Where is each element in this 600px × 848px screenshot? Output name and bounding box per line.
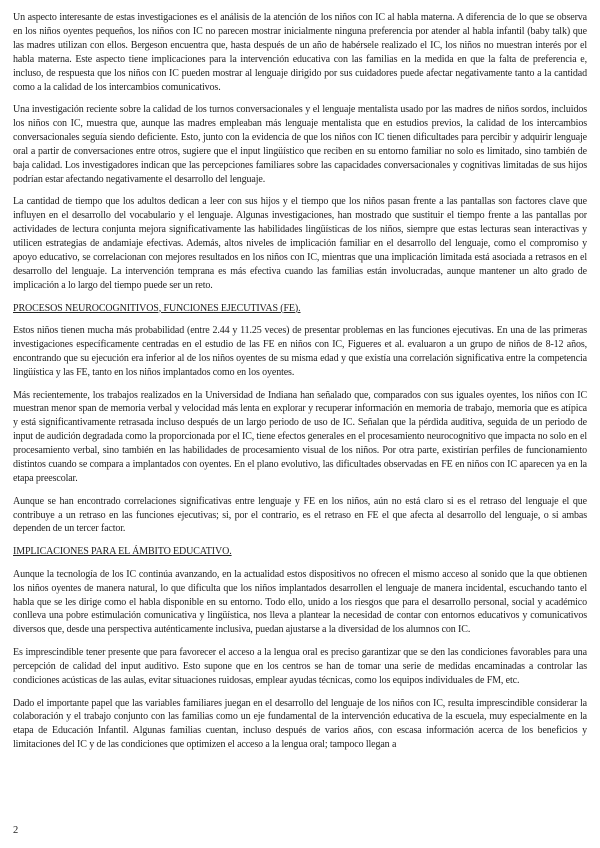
- paragraph-family-collaboration: Dado el importante papel que las variables familiares juegan en el desarrollo del lenguaje de los niños con IC, resulta imprescindible considerar la colaboración y el trabajo conjunto con las familias como un eje fundamental de la intervención educativa de la escuela, muy especialmente en la etapa de Educación Infantil. Algunas familias cuentan, incluso después de varios años, con escasa información acerca de los beneficios y limitaciones del IC y de las condiciones que optimizen el acceso a la lengua oral; tampoco llegan a: [13, 697, 587, 751]
- page-number: 2: [13, 825, 19, 836]
- paragraph-acoustic-conditions: Es imprescindible tener presente que para favorecer el acceso a la lengua oral es preciso garantizar que se den las condiciones favorables para una percepción de calidad del input auditivo. Esto supone que en los centros se han de tomar una serie de medidas encaminadas a controlar las condiciones acústicas de las aulas, evitar situaciones ruidosas, emplear ayudas técnicas, como los equipos individuales de FM, etc.: [13, 647, 587, 686]
- paragraph-language-fe-correlation: Aunque se han encontrado correlaciones significativas entre lenguaje y FE en los niños, aún no está claro si es el retraso del lenguaje el que contribuye a un retraso en las funciones ejecutivas; si, por el contrario, es el retraso en FE el que afecta al desarrollo del lenguaje, o si ambas dependen de un tercer factor.: [13, 495, 587, 535]
- paragraph-technology-access: Aunque la tecnología de los IC continúa avanzando, en la actualidad estos dispositivos no ofrecen el mismo acceso al sonido que la que obtienen los niños oyentes de manera natural, lo que dificulta que los niños implantados desarrollen el lenguaje de manera incidental, escuchando tanto el habla que se les dirige como el habla disponible en su entorno. Todo ello, unido a los riesgos que para el desarrollo personal, social y académico conlleva una pobre estimulación comunicativa y lingüística, nos lleva a plantear la necesidad de contar con entornos educativos y comunicativos diversos que, desde una perspectiva auténticamente inclusiva, puedan ajustarse a la diversidad de los alumnos con IC.: [13, 568, 587, 636]
- paragraph-maternal-speech: Un aspecto interesante de estas investigaciones es el análisis de la atención de los niños con IC al habla materna. A diferencia de lo que se observa en los niños oyentes pequeños, los niños con IC no parecen mostrar inicialmente ninguna preferencia por atender al habla infantil (baby talk) que las madres utilizan con ellos. Bergeson encuentra que, hasta después de un año de habérsele realizado el IC, los niños no muestran interés por el habla materna. Este aspecto tiene implicaciones para la intervención educativa con las familias en la medida en que la falta de preferencia e, incluso, de respuesta que los niños con IC pueden mostrar al lenguaje dirigido por sus cuidadores puede afectar negativamente tanto a la cantidad como a la calidad de los intercambios comunicativos.: [13, 12, 587, 93]
- section-heading-educational-implications: IMPLICACIONES PARA EL ÁMBITO EDUCATIVO.: [13, 546, 232, 558]
- paragraph-reading-screens: La cantidad de tiempo que los adultos dedican a leer con sus hijos y el tiempo que los niños pasan frente a las pantallas son factores clave que influyen en el desarrollo del vocabulario y el lenguaje. Algunas investigaciones, han mostrado que sustituir el tiempo frente a las pantallas por actividades de lectura conjunta mejora significativamente las habilidades lingüísticas de los niños, siempre que estas lecturas sean interactivas y utilicen estrategias de andamiaje efectivas. Además, altos niveles de implicación familiar en el desarrollo del lenguaje, como el compromiso y apoyo educativo, se correlacionan con mejores resultados en los niños con IC, mientras que una implicación limitada está asociada a retrasos en el desarrollo del lenguaje. La intervención temprana es más efectiva cuando las familias están involucradas, aunque mantener un alto grado de implicación a lo largo del tiempo puede ser un reto.: [13, 196, 587, 291]
- paragraph-conversational-quality: Una investigación reciente sobre la calidad de los turnos conversacionales y el lenguaje mentalista usado por las madres de niños sordos, incluidos los niños con IC, muestra que, aunque las madres empleaban más lenguaje mentalista que en estudios previos, la calidad de los intercambios conversacionales seguía siendo deficiente. Esto, junto con la evidencia de que los niños con IC tienen dificultades para percibir y adquirir lenguaje oral a partir de conversaciones entre otros, sugiere que el input lingüístico que reciben en su entorno familiar no solo es limitado, sino también de baja calidad. Los investigadores indican que las percepciones familiares sobre las capacidades conversacionales y cognitivas limitadas de sus hijos podrían estar afectando negativamente el desarrollo del lenguaje.: [13, 104, 587, 185]
- paragraph-indiana-research: Más recientemente, los trabajos realizados en la Universidad de Indiana han señalado que, comparados con sus iguales oyentes, los niños con IC muestran menor span de memoria verbal y velocidad más lenta en explorar y recuperar información en memoria de trabajo, memoria que es atípica y está significantivamente retrasada incluso después de un largo periodo de uso de IC. Señalan que la pérdida auditiva, seguida de un periodo de input de audición degradada como la proporcionada por el IC, tiene efectos generales en el procesamiento neurocognitivo que impacta no solo en el procesamiento verbal, sino también en las habilidades de procesamiento visual de los niños. Por otra parte, existirían perfiles de funcionamiento distintos cuando se compara a implantados con oyentes. En el plano evolutivo, las dificultades observadas en FE en niños con IC aparecen ya en la etapa preescolar.: [13, 389, 587, 484]
- paragraph-executive-function-probability: Estos niños tienen mucha más probabilidad (entre 2.44 y 11.25 veces) de presentar problemas en las funciones ejecutivas. En una de las primeras investigaciones específicamente centradas en el estudio de las FE en niños con IC, Figueres et al. evaluaron a un grupo de niños de 8-12 años, encontrando que su ejecución era inferior al de los niños oyentes de su misma edad y que existía una correlación significativa entre la competencia lingüística y las FE, tanto en los niños implantados como en los oyentes.: [13, 325, 587, 378]
- document-page: [13, 11, 587, 837]
- section-heading-executive-functions: PROCESOS NEUROCOGNITIVOS, FUNCIONES EJECUTIVAS (FE).: [13, 302, 301, 314]
